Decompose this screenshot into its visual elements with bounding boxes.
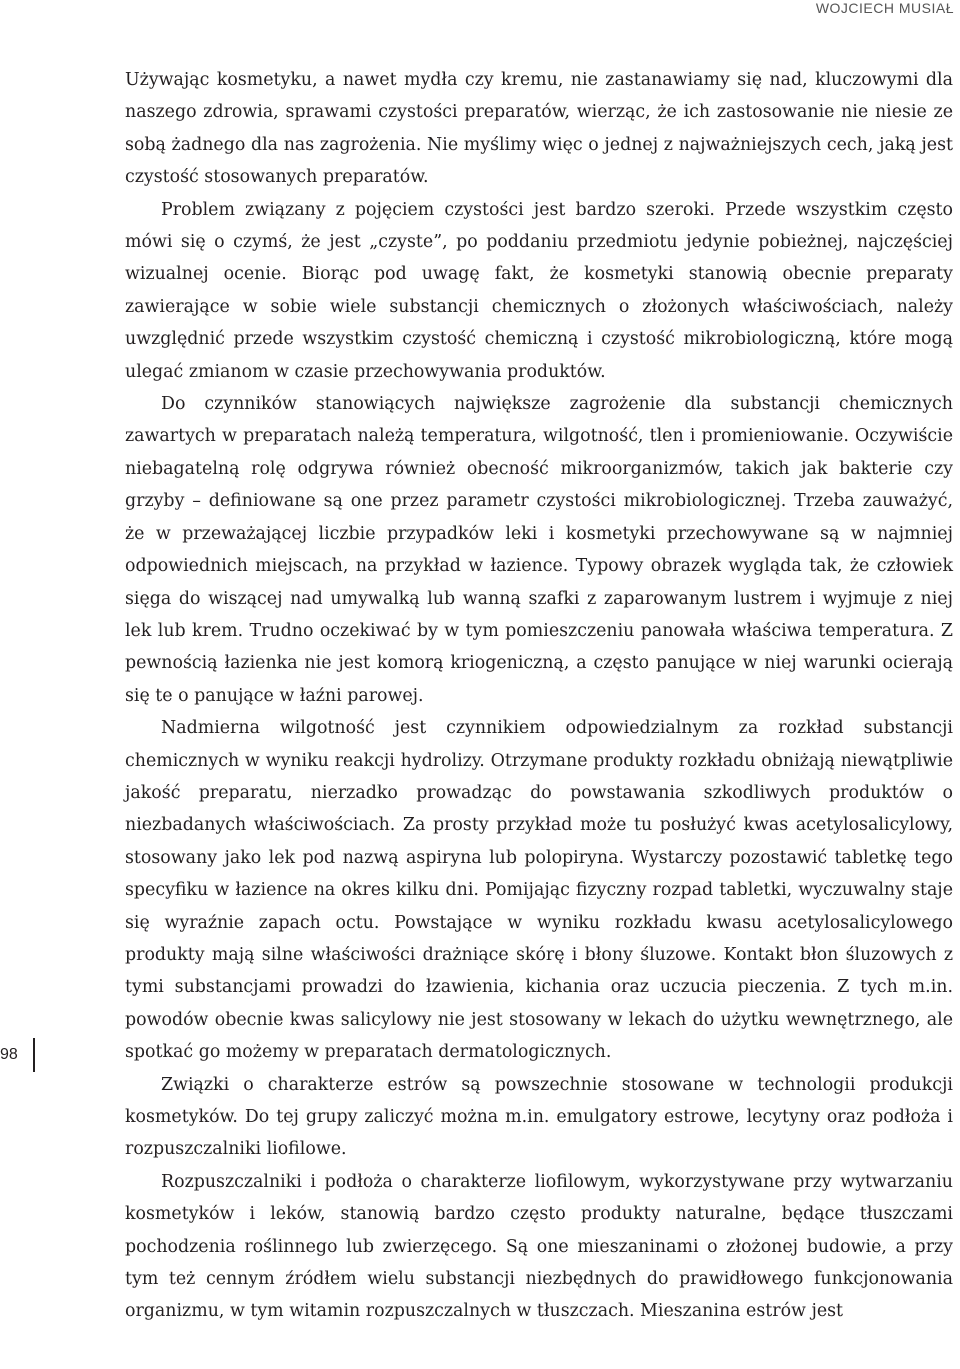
paragraph-3: Do czynników stanowiących największe zagrożenie dla substancji chemicznych zawartych w preparatach należą temperatura, wilgotność, tlen i promieniowanie. Oczywiście niebagatelną rolę odgrywa również obecność mikroorganizmów, takich jak bakterie czy grzyby – definiowane są one przez parametr czystości mikrobiologicznej. Trzeba zauważyć, że w przeważającej liczbie przypadków leki i kosmetyki przechowywane są w najmniej odpowiednich miejscach, na przykład w łazience. Typowy obrazek wygląda tak, że człowiek sięga do wiszącej nad umywalką lub wanną szafki z zaparowanym lustrem i wyjmuje z niej lek lub krem. Trudno oczekiwać by w tym pomieszczeniu panowała właściwa temperatura. Z pewnością łazienka nie jest komorą kriogeniczną, a często panujące w niej warunki ocierają się te o panujące w łaźni parowej. [125, 394, 953, 706]
page-number-block [0, 1038, 36, 1074]
paragraph-2: Problem związany z pojęciem czystości jest bardzo szeroki. Przede wszystkim często mówi się o czymś, że jest „czyste”, po poddaniu przedmiotu jedynie pobieżnej, najczęściej wizualnej ocenie. Biorąc pod uwagę fakt, że kosmetyki stanowią obecnie preparaty zawierające w sobie wiele substancji chemicznych o złożonych właściwościach, należy uwzględnić przede wszystkim czystość chemiczną i czystość mikrobiologiczną, które mogą ulegać zmianom w czasie przechowywania produktów. [125, 199, 953, 382]
paragraph-4: Nadmierna wilgotność jest czynnikiem odpowiedzialnym za rozkład substancji chemicznych w wyniku reakcji hydrolizy. Otrzymane produkty rozkładu obniżają niewątpliwie jakość preparatu, nierzadko prowadząc do powstawania szkodliwych produktów o niezbadanych właściwościach. Za prosty przykład może tu posłużyć kwas acetylosalicylowy, stosowany jako lek pod nazwą aspiryna lub polopiryna. Wystarczy pozostawić tabletkę tego specyfiku w łazience na okres kilku dni. Pomijając fizyczny rozpad tabletki, wyczuwalny staje się wyraźnie zapach octu. Powstające w wyniku rozkładu kwasu acetylosalicylowego produkty mają silne właściwości drażniące skórę i błony śluzowe. Kontakt błon śluzowych z tymi substancjami prowadzi do łzawienia, kichania oraz uczucia pieczenia. Z tych m.in. powodów obecnie kwas salicylowy nie jest stosowany w lekach do użytku wewnętrznego, ale spotkać go możemy w preparatach dermatologicznych. [125, 718, 953, 1063]
running-header: WOJCIECH MUSIAŁ [815, 0, 954, 16]
paragraph-1: Używając kosmetyku, a nawet mydła czy kremu, nie zastanawiamy się nad, kluczowymi dla naszego zdrowia, sprawami czystości preparatów, wierząc, że ich zastosowanie nie niesie ze sobą żadnego dla nas zagrożenia. Nie myślimy więc o jednej z najważniejszych cech, jaką jest czystość stosowanych preparatów. [125, 70, 953, 188]
paragraph-6: Rozpuszczalniki i podłoża o charakterze liofilowym, wykorzystywane przy wytwarzaniu kosmetyków i leków, stanowią bardzo często produkty naturalne, będące tłuszczami pochodzenia roślinnego lub zwierzęcego. Są one mieszaninami o złożonej budowie, a przy tym też cennym źródłem wielu substancji niezbędnych do prawidłowego funkcjonowania organizmu, w tym witamin rozpuszczalnych w tłuszczach. Mieszanina estrów jest [125, 1171, 953, 1322]
page-number-rule [33, 1038, 35, 1072]
page-number: 98 [0, 1046, 18, 1063]
paragraph-5: Związki o charakterze estrów są powszechnie stosowane w technologii produkcji kosmetyków. Do tej grupy zaliczyć można m.in. emulgatory estrowe, lecytyny oraz podłoża i rozpuszczalniki liofilowe. [125, 1074, 953, 1160]
body-text [125, 64, 953, 1328]
